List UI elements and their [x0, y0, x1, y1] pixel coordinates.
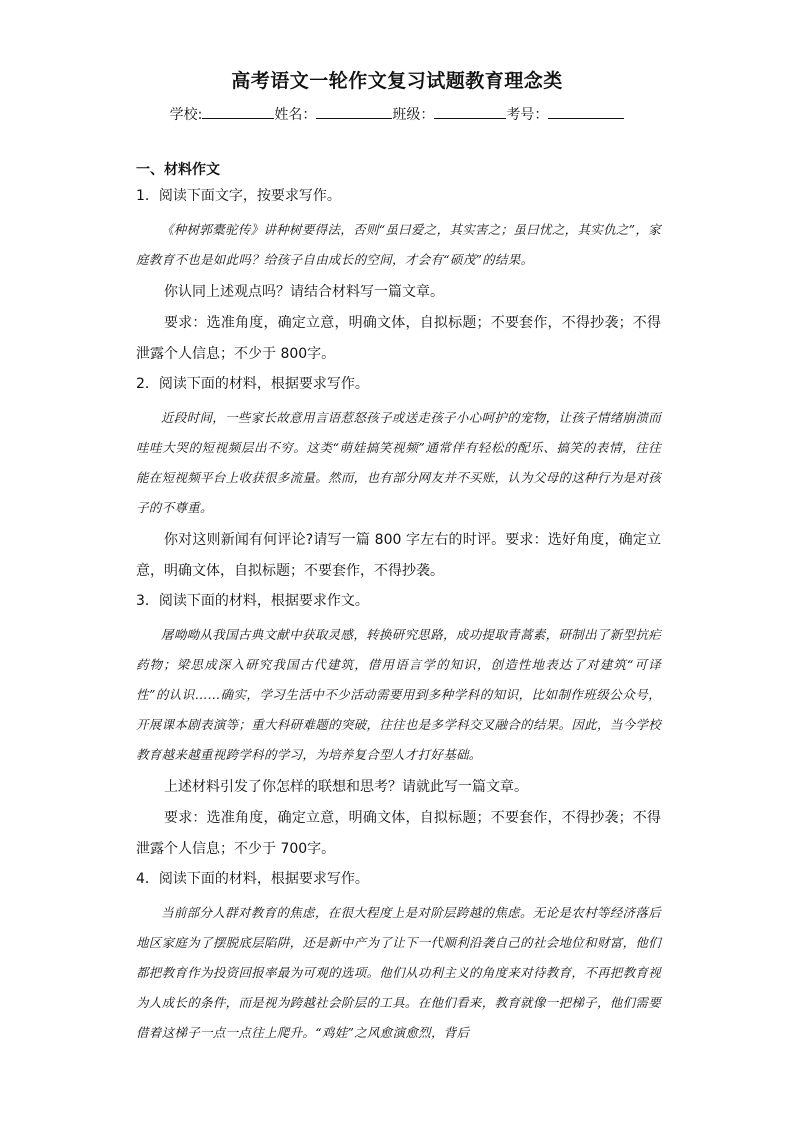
question-heading: 2．阅读下面的材料，根据要求写作。 [136, 376, 369, 392]
exam-number-blank[interactable] [548, 104, 624, 119]
question-material: 屠呦呦从我国古典文献中获取灵感，转换研究思路，成功提取青蒿素，研制出了新型抗疟药物；梁思成深入研究我国古代建筑，借用语言学的知识，创造性地表达了对建筑“可译性”的认识……确实，学习生活中不少活动需要用到多种学科的知识，比如制作班级公众号，开展课本剧表演等；重大科研难题的突破，往往也是多学科交叉融合的结果。因此，当今学校教育越来越重视跨学科的学习，为培养复合型人才打好基础。 [136, 627, 661, 762]
question-material: 近段时间，一些家长故意用言语惹怒孩子或送走孩子小心呵护的宠物，让孩子情绪崩溃而哇哇大哭的短视频层出不穷。这类“萌娃搞笑视频”通常伴有轻松的配乐、搞笑的表情，往往能在短视频平台上收获很多流量。然而，也有部分网友并不买账，认为父母的这种行为是对孩子的不尊重。 [136, 410, 661, 515]
question-requirement: 要求：选准角度，确定立意，明确文体，自拟标题；不要套作，不得抄袭；不得泄露个人信息；不少于 800字。 [136, 315, 661, 362]
class-label: 班级： [392, 107, 435, 123]
exam-number-label: 考号： [506, 107, 549, 123]
student-info-line [0, 104, 794, 124]
document-body [136, 160, 661, 1050]
question-2 [136, 374, 661, 587]
name-label: 姓名： [274, 107, 317, 123]
question-heading: 1．阅读下面文字，按要求写作。 [136, 188, 341, 204]
question-heading: 4．阅读下面的材料，根据要求写作。 [136, 871, 369, 887]
question-material: 当前部分人群对教育的焦虑，在很大程度上是对阶层跨越的焦虑。无论是农村等经济落后地区家庭为了摆脱底层陷阱，还是新中产为了让下一代顺利沿袭自己的社会地位和财富，他们都把教育作为投资回报率最为可观的选项。他们从功利主义的角度来对待教育，不再把教育视为人成长的条件，而是视为跨越社会阶层的工具。在他们看来，教育就像一把梯子，他们需要借着这梯子一点一点往上爬升。“鸡娃”之风愈演愈烈，背后 [136, 905, 661, 1040]
question-4 [136, 869, 661, 1048]
class-blank[interactable] [434, 104, 506, 119]
question-1 [136, 186, 661, 370]
question-material: 《种树郭橐驼传》讲种树要得法，否则“虽曰爱之，其实害之；虽曰忧之，其实仇之”，家庭教育不也是如此吗？给孩子自由成长的空间，才会有“硕茂”的结果。 [136, 222, 661, 267]
question-3 [136, 591, 661, 865]
question-prompt: 你认同上述观点吗？请结合材料写一篇文章。 [164, 284, 444, 300]
name-blank[interactable] [316, 104, 392, 119]
section-heading: 一、材料作文 [136, 162, 220, 178]
question-prompt: 上述材料引发了你怎样的联想和思考？请就此写一篇文章。 [164, 779, 528, 795]
school-blank[interactable] [202, 104, 274, 119]
school-label: 学校: [169, 107, 203, 123]
question-requirement: 要求：选准角度，确定立意，明确文体，自拟标题；不要套作，不得抄袭；不得泄露个人信息；不少于 700字。 [136, 810, 661, 857]
document-title: 高考语文一轮作文复习试题教育理念类 [231, 70, 563, 92]
question-heading: 3．阅读下面的材料，根据要求作文。 [136, 593, 369, 609]
question-prompt: 你对这则新闻有何评论?请写一篇 800 字左右的时评。要求：选好角度，确定立意，明确文体，自拟标题；不要套作，不得抄袭。 [136, 532, 661, 579]
